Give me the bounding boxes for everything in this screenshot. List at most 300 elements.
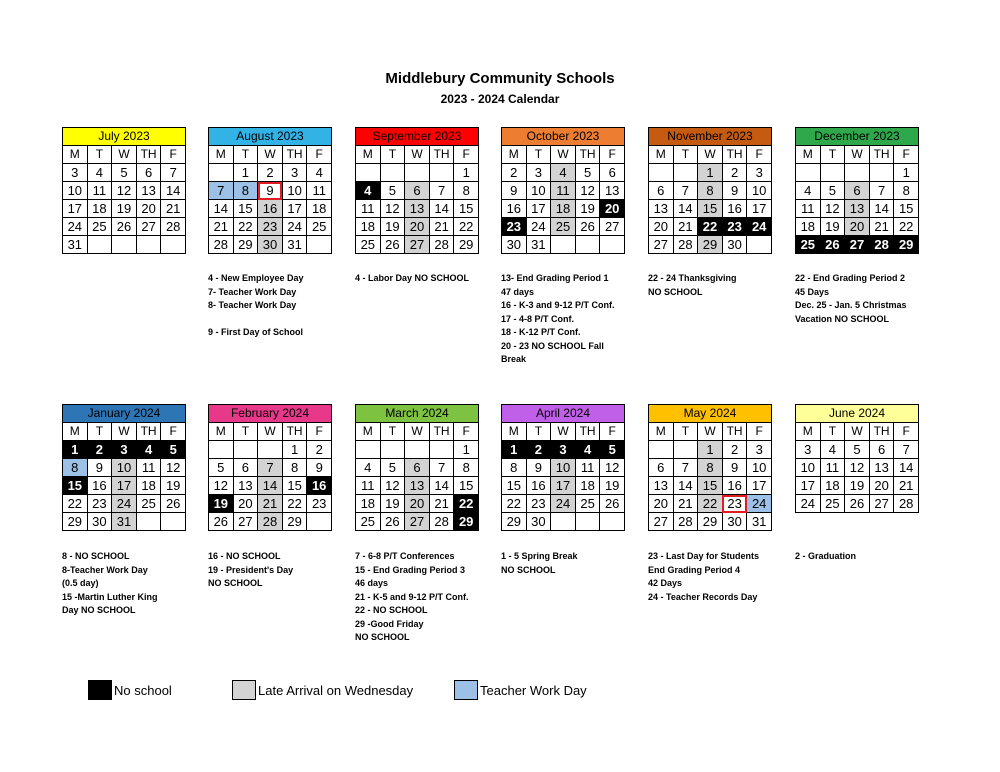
day-cell: 8 <box>894 182 919 200</box>
month-header: April 2024 <box>501 404 625 422</box>
month-table <box>795 422 919 513</box>
month-header: March 2024 <box>355 404 479 422</box>
day-cell: 28 <box>161 218 186 236</box>
day-cell: 22 <box>698 495 723 513</box>
day-cell: 31 <box>63 236 88 254</box>
day-cell: 19 <box>380 218 405 236</box>
note-line: NO SCHOOL <box>208 578 263 588</box>
day-cell: 8 <box>233 182 258 200</box>
day-cell: 14 <box>673 477 698 495</box>
day-cell: 19 <box>575 200 600 218</box>
day-cell: 16 <box>502 200 527 218</box>
day-cell: 27 <box>649 236 674 254</box>
day-cell: 13 <box>649 200 674 218</box>
day-cell <box>136 236 161 254</box>
day-cell: 3 <box>112 441 137 459</box>
note-line: 47 days <box>501 286 535 297</box>
day-cell: 16 <box>258 200 283 218</box>
day-cell: 24 <box>747 495 772 513</box>
day-cell: 6 <box>405 459 430 477</box>
day-cell: 25 <box>820 495 845 513</box>
day-cell: 12 <box>820 200 845 218</box>
day-cell: 31 <box>112 513 137 531</box>
day-cell: 20 <box>649 218 674 236</box>
day-cell: 7 <box>429 182 454 200</box>
day-cell: 22 <box>698 218 723 236</box>
day-cell: 17 <box>526 200 551 218</box>
weekday-header: T <box>233 423 258 441</box>
day-cell: 25 <box>136 495 161 513</box>
month-table <box>795 145 919 254</box>
day-cell: 24 <box>747 218 772 236</box>
month-calendar <box>795 404 919 513</box>
day-cell: 19 <box>820 218 845 236</box>
day-cell <box>845 164 870 182</box>
weekday-header: TH <box>282 146 307 164</box>
day-cell: 12 <box>380 477 405 495</box>
day-cell: 25 <box>307 218 332 236</box>
day-cell: 24 <box>551 495 576 513</box>
day-cell: 20 <box>233 495 258 513</box>
day-cell: 3 <box>796 441 821 459</box>
day-cell: 26 <box>380 513 405 531</box>
legend-item-late-arrival <box>232 680 413 700</box>
day-cell: 3 <box>63 164 88 182</box>
day-cell: 5 <box>380 182 405 200</box>
day-cell: 28 <box>869 236 894 254</box>
month-header: January 2024 <box>62 404 186 422</box>
day-cell: 16 <box>87 477 112 495</box>
day-cell <box>551 236 576 254</box>
weekday-header: T <box>820 146 845 164</box>
day-cell: 22 <box>454 495 479 513</box>
note-line: 23 - Last Day for Students <box>648 551 760 561</box>
day-cell: 29 <box>233 236 258 254</box>
day-cell: 10 <box>747 459 772 477</box>
day-cell: 9 <box>722 182 747 200</box>
day-cell: 5 <box>845 441 870 459</box>
day-cell: 27 <box>649 513 674 531</box>
day-cell: 28 <box>673 513 698 531</box>
day-cell <box>258 441 283 459</box>
legend-label: Teacher Work Day <box>480 682 587 698</box>
note-line: 13- End Grading Period 1 <box>501 273 609 283</box>
day-cell: 24 <box>526 218 551 236</box>
day-cell: 12 <box>112 182 137 200</box>
note-line: NO SCHOOL <box>648 286 703 297</box>
weekday-header: TH <box>136 146 161 164</box>
day-cell: 24 <box>282 218 307 236</box>
day-cell: 9 <box>502 182 527 200</box>
day-cell <box>429 441 454 459</box>
weekday-header: M <box>649 423 674 441</box>
day-cell: 26 <box>575 218 600 236</box>
day-cell: 24 <box>796 495 821 513</box>
day-cell: 21 <box>869 218 894 236</box>
day-cell: 2 <box>307 441 332 459</box>
day-cell: 15 <box>282 477 307 495</box>
day-cell: 1 <box>894 164 919 182</box>
month-table <box>355 422 479 531</box>
day-cell: 20 <box>649 495 674 513</box>
day-cell: 11 <box>307 182 332 200</box>
note-line: 46 days <box>355 578 389 588</box>
month-calendar <box>355 404 479 531</box>
day-cell: 18 <box>575 477 600 495</box>
day-cell: 23 <box>87 495 112 513</box>
weekday-header: T <box>673 423 698 441</box>
day-cell: 20 <box>600 200 625 218</box>
day-cell: 28 <box>894 495 919 513</box>
day-cell: 24 <box>63 218 88 236</box>
weekday-header: W <box>551 423 576 441</box>
day-cell: 18 <box>796 218 821 236</box>
weekday-header: W <box>258 423 283 441</box>
month-calendar <box>62 127 186 254</box>
month-table <box>648 145 772 254</box>
day-cell: 3 <box>526 164 551 182</box>
weekday-header: F <box>747 146 772 164</box>
day-cell: 12 <box>845 459 870 477</box>
weekday-header: M <box>796 146 821 164</box>
note-line: Vacation NO SCHOOL <box>795 313 890 324</box>
month-table <box>501 422 625 531</box>
note-line: 1 - 5 Spring Break <box>501 551 578 561</box>
day-cell: 19 <box>380 495 405 513</box>
day-cell: 26 <box>820 236 845 254</box>
day-cell: 26 <box>845 495 870 513</box>
day-cell: 29 <box>63 513 88 531</box>
weekday-header: W <box>845 423 870 441</box>
day-cell: 4 <box>575 441 600 459</box>
day-cell: 1 <box>63 441 88 459</box>
weekday-header: TH <box>575 146 600 164</box>
note-line: 7- Teacher Work Day <box>208 286 297 297</box>
day-cell: 3 <box>551 441 576 459</box>
day-cell <box>380 441 405 459</box>
day-cell: 6 <box>600 164 625 182</box>
day-cell <box>356 441 381 459</box>
weekday-header: F <box>600 423 625 441</box>
day-cell: 14 <box>894 459 919 477</box>
month-table <box>208 422 332 531</box>
note-line: End Grading Period 4 <box>648 564 741 575</box>
day-cell <box>600 513 625 531</box>
month-calendar <box>648 404 772 531</box>
weekday-header: W <box>698 146 723 164</box>
day-cell: 10 <box>63 182 88 200</box>
day-cell: 7 <box>894 441 919 459</box>
day-cell: 11 <box>136 459 161 477</box>
day-cell: 29 <box>454 236 479 254</box>
month-header: February 2024 <box>208 404 332 422</box>
day-cell <box>405 164 430 182</box>
day-cell: 14 <box>869 200 894 218</box>
day-cell: 9 <box>307 459 332 477</box>
note-line: 42 Days <box>648 578 683 588</box>
weekday-header: TH <box>429 423 454 441</box>
weekday-header: W <box>258 146 283 164</box>
day-cell: 23 <box>258 218 283 236</box>
weekday-header: M <box>63 423 88 441</box>
weekday-header: M <box>796 423 821 441</box>
day-cell: 21 <box>673 218 698 236</box>
weekday-header: W <box>845 146 870 164</box>
day-cell: 9 <box>526 459 551 477</box>
note-line: 16 - K-3 and 9-12 P/T Conf. <box>501 300 615 310</box>
day-cell: 27 <box>405 236 430 254</box>
day-cell: 18 <box>307 200 332 218</box>
note-line: 20 - 23 NO SCHOOL Fall <box>501 340 604 351</box>
month-table <box>208 145 332 254</box>
page-subtitle: 2023 - 2024 Calendar <box>440 92 560 106</box>
day-cell: 25 <box>87 218 112 236</box>
day-cell: 7 <box>673 182 698 200</box>
day-cell: 30 <box>722 236 747 254</box>
weekday-header: T <box>87 146 112 164</box>
day-cell: 29 <box>894 236 919 254</box>
day-cell: 6 <box>649 182 674 200</box>
month-table <box>62 145 186 254</box>
note-line: 18 - K-12 P/T Conf. <box>501 327 581 337</box>
weekday-header: F <box>454 146 479 164</box>
day-cell: 14 <box>161 182 186 200</box>
month-calendar <box>208 404 332 531</box>
weekday-header: F <box>161 146 186 164</box>
month-notes <box>648 272 788 299</box>
page-title: Middlebury Community Schools <box>385 70 615 87</box>
month-notes <box>355 272 495 286</box>
weekday-header: T <box>526 423 551 441</box>
day-cell <box>87 236 112 254</box>
note-line: 9 - First Day of School <box>208 327 304 337</box>
day-cell: 3 <box>747 441 772 459</box>
day-cell: 11 <box>87 182 112 200</box>
weekday-header: T <box>380 423 405 441</box>
day-cell <box>307 236 332 254</box>
day-cell: 18 <box>356 495 381 513</box>
day-cell: 5 <box>161 441 186 459</box>
day-cell: 6 <box>233 459 258 477</box>
day-cell: 12 <box>600 459 625 477</box>
day-cell: 14 <box>209 200 234 218</box>
note-line: Day NO SCHOOL <box>62 605 136 615</box>
day-cell: 13 <box>600 182 625 200</box>
day-cell: 23 <box>502 218 527 236</box>
day-cell: 15 <box>698 477 723 495</box>
day-cell: 1 <box>454 164 479 182</box>
day-cell: 27 <box>233 513 258 531</box>
day-cell: 4 <box>136 441 161 459</box>
day-cell: 28 <box>258 513 283 531</box>
day-cell: 21 <box>429 218 454 236</box>
weekday-header: T <box>233 146 258 164</box>
month-table <box>648 422 772 531</box>
day-cell: 8 <box>502 459 527 477</box>
day-cell: 13 <box>845 200 870 218</box>
note-line: 22 - End Grading Period 2 <box>795 273 906 283</box>
weekday-header: W <box>405 423 430 441</box>
note-line: 45 Days <box>795 286 830 297</box>
day-cell: 14 <box>429 200 454 218</box>
weekday-header: TH <box>575 423 600 441</box>
day-cell: 1 <box>233 164 258 182</box>
day-cell: 27 <box>845 236 870 254</box>
day-cell: 27 <box>405 513 430 531</box>
day-cell: 26 <box>380 236 405 254</box>
day-cell: 18 <box>136 477 161 495</box>
day-cell: 13 <box>649 477 674 495</box>
weekday-header: TH <box>429 146 454 164</box>
day-cell: 10 <box>526 182 551 200</box>
day-cell: 1 <box>502 441 527 459</box>
day-cell: 20 <box>405 495 430 513</box>
weekday-header: M <box>209 146 234 164</box>
weekday-header: F <box>894 423 919 441</box>
note-line: 29 -Good Friday <box>355 618 424 629</box>
day-cell: 4 <box>551 164 576 182</box>
month-notes <box>208 272 348 340</box>
day-cell: 31 <box>747 513 772 531</box>
weekday-header: F <box>307 146 332 164</box>
day-cell: 30 <box>87 513 112 531</box>
note-line: NO SCHOOL <box>355 632 410 642</box>
day-cell <box>747 236 772 254</box>
day-cell: 19 <box>845 477 870 495</box>
month-calendar <box>62 404 186 531</box>
note-line: (0.5 day) <box>62 578 99 588</box>
weekday-header: M <box>356 423 381 441</box>
day-cell: 13 <box>405 200 430 218</box>
day-cell: 1 <box>698 441 723 459</box>
day-cell: 27 <box>869 495 894 513</box>
day-cell: 21 <box>429 495 454 513</box>
day-cell: 14 <box>673 200 698 218</box>
day-cell: 17 <box>63 200 88 218</box>
month-notes <box>795 550 935 564</box>
month-calendar <box>208 127 332 254</box>
day-cell: 28 <box>429 513 454 531</box>
day-cell: 23 <box>526 495 551 513</box>
day-cell: 10 <box>551 459 576 477</box>
day-cell: 15 <box>63 477 88 495</box>
weekday-header: M <box>209 423 234 441</box>
month-notes <box>62 550 202 618</box>
weekday-header: TH <box>869 423 894 441</box>
day-cell: 29 <box>502 513 527 531</box>
month-calendar <box>501 404 625 531</box>
day-cell: 26 <box>209 513 234 531</box>
day-cell: 30 <box>258 236 283 254</box>
day-cell: 21 <box>209 218 234 236</box>
day-cell <box>429 164 454 182</box>
weekday-header: T <box>820 423 845 441</box>
day-cell: 15 <box>502 477 527 495</box>
day-cell: 30 <box>526 513 551 531</box>
day-cell <box>209 441 234 459</box>
day-cell: 31 <box>526 236 551 254</box>
day-cell: 19 <box>600 477 625 495</box>
day-cell: 11 <box>575 459 600 477</box>
day-cell: 15 <box>454 477 479 495</box>
note-line: 21 - K-5 and 9-12 P/T Conf. <box>355 591 469 602</box>
day-cell <box>600 236 625 254</box>
month-header: December 2023 <box>795 127 919 145</box>
legend-swatch-late-arrival <box>232 680 256 700</box>
weekday-header: TH <box>869 146 894 164</box>
note-line: 4 - Labor Day NO SCHOOL <box>355 273 470 283</box>
day-cell: 12 <box>161 459 186 477</box>
day-cell: 25 <box>356 236 381 254</box>
weekday-header: T <box>87 423 112 441</box>
day-cell: 22 <box>454 218 479 236</box>
note-line: 22 - 24 Thanksgiving <box>648 273 737 283</box>
day-cell: 27 <box>600 218 625 236</box>
day-cell <box>869 164 894 182</box>
day-cell: 8 <box>454 459 479 477</box>
day-cell: 5 <box>820 182 845 200</box>
note-line: 22 - NO SCHOOL <box>355 605 428 615</box>
day-cell: 22 <box>894 218 919 236</box>
day-cell: 7 <box>209 182 234 200</box>
day-cell: 2 <box>502 164 527 182</box>
day-cell: 19 <box>161 477 186 495</box>
note-line: 17 - 4-8 P/T Conf. <box>501 313 575 324</box>
note-line: 4 - New Employee Day <box>208 273 304 283</box>
day-cell: 17 <box>282 200 307 218</box>
weekday-header: W <box>112 423 137 441</box>
day-cell: 20 <box>869 477 894 495</box>
weekday-header: M <box>502 146 527 164</box>
day-cell: 26 <box>600 495 625 513</box>
day-cell: 30 <box>502 236 527 254</box>
day-cell: 25 <box>356 513 381 531</box>
day-cell <box>161 236 186 254</box>
day-cell: 2 <box>258 164 283 182</box>
legend-label: Late Arrival on Wednesday <box>258 682 414 698</box>
month-calendar <box>501 127 625 254</box>
weekday-header: M <box>502 423 527 441</box>
day-cell: 25 <box>575 495 600 513</box>
day-cell <box>820 164 845 182</box>
day-cell: 5 <box>112 164 137 182</box>
weekday-header: TH <box>136 423 161 441</box>
day-cell: 5 <box>380 459 405 477</box>
day-cell <box>649 441 674 459</box>
day-cell: 29 <box>698 236 723 254</box>
day-cell: 26 <box>112 218 137 236</box>
day-cell: 4 <box>307 164 332 182</box>
day-cell: 1 <box>454 441 479 459</box>
day-cell: 20 <box>845 218 870 236</box>
month-notes <box>795 272 935 326</box>
note-line: 24 - Teacher Records Day <box>648 591 758 602</box>
day-cell: 6 <box>869 441 894 459</box>
month-header: November 2023 <box>648 127 772 145</box>
day-cell: 26 <box>161 495 186 513</box>
weekday-header: W <box>112 146 137 164</box>
day-cell <box>209 164 234 182</box>
day-cell: 21 <box>161 200 186 218</box>
day-cell: 25 <box>551 218 576 236</box>
day-cell: 19 <box>112 200 137 218</box>
month-header: August 2023 <box>208 127 332 145</box>
day-cell: 17 <box>112 477 137 495</box>
day-cell <box>161 513 186 531</box>
day-cell: 15 <box>894 200 919 218</box>
weekday-header: W <box>551 146 576 164</box>
note-line: 2 - Graduation <box>795 551 857 561</box>
